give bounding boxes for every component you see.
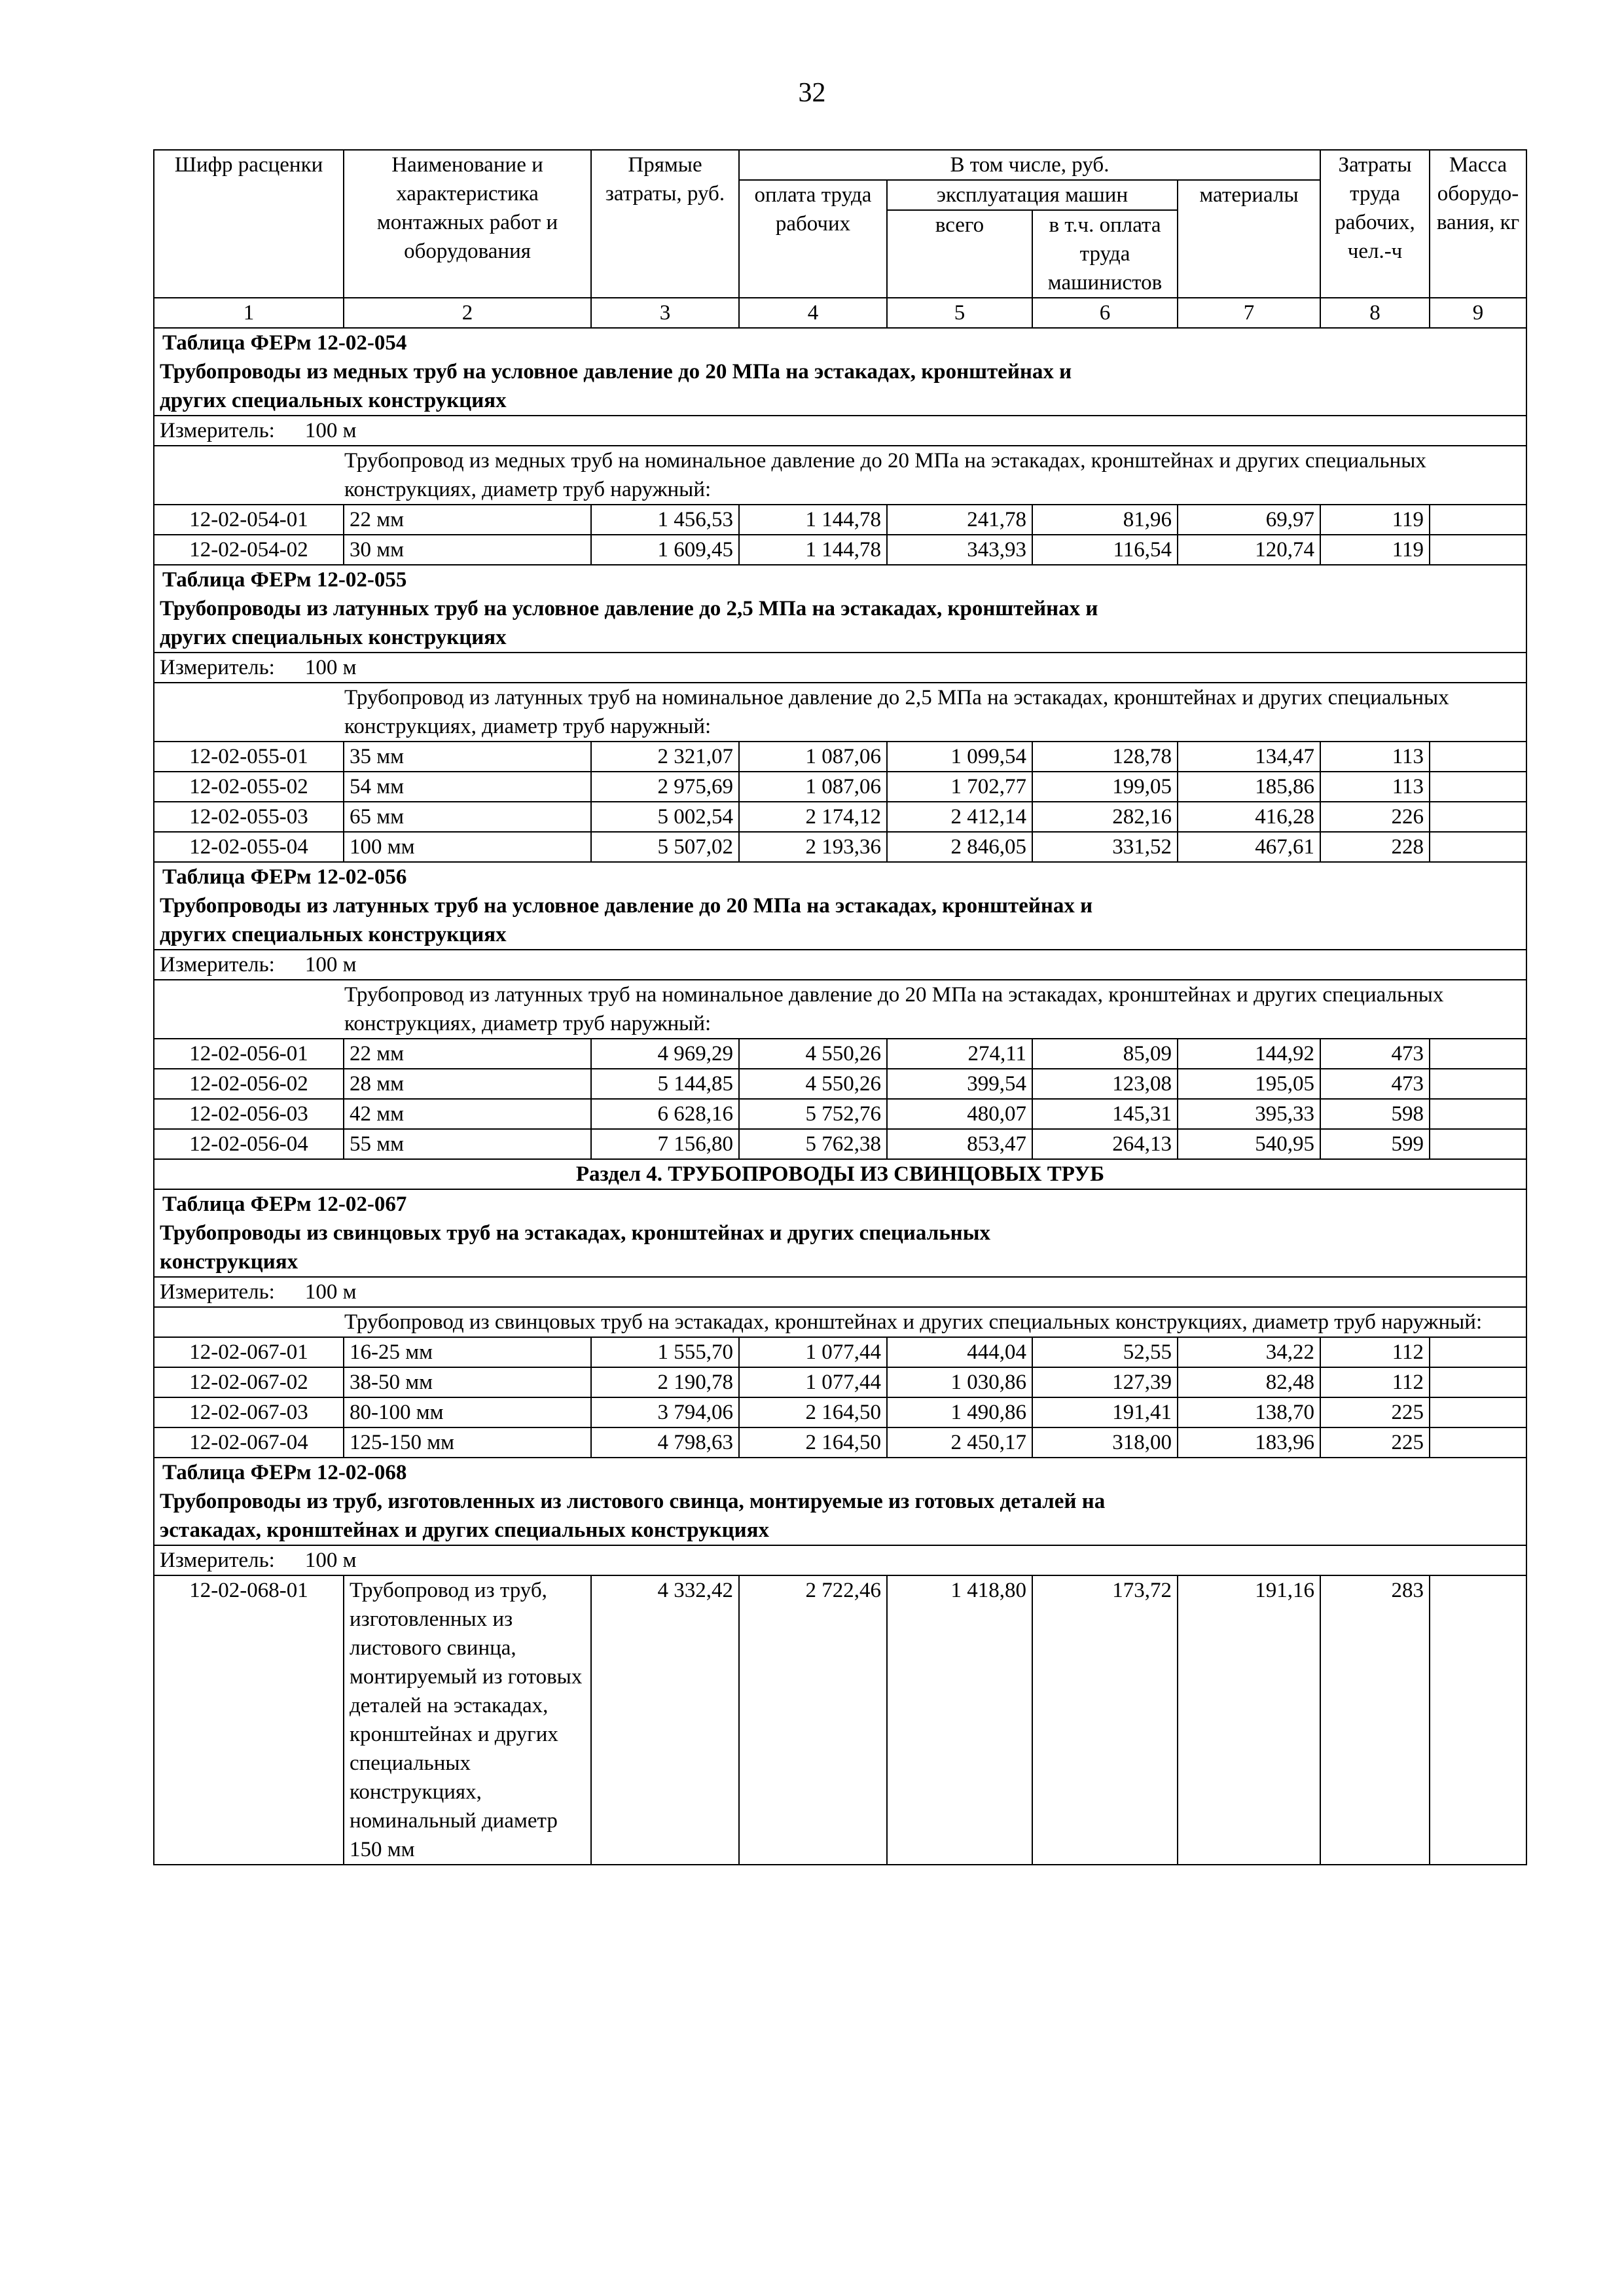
table-row <box>154 1337 1526 1367</box>
table-056-description: Трубопровод из латунных труб на номинальное давление до 20 МПа на эстакадах, кронштейнах и других специальных конструкциях, диаметр труб наружный: <box>154 980 1526 1039</box>
direct-costs: 4 798,63 <box>591 1427 739 1458</box>
labor-hours: 225 <box>1320 1397 1430 1427</box>
equipment-mass <box>1430 832 1526 862</box>
header-machines-total: всего <box>887 210 1032 298</box>
direct-costs: 7 156,80 <box>591 1129 739 1159</box>
meter-unit: 100 м <box>304 419 357 442</box>
machinists-pay: 81,96 <box>1032 505 1178 535</box>
table-067-label: Таблица ФЕРм 12-02-067 <box>162 1193 407 1216</box>
rate-code: 12-02-067-01 <box>154 1337 344 1367</box>
direct-costs: 2 975,69 <box>591 772 739 802</box>
column-number: 5 <box>887 298 1032 328</box>
machinists-pay: 191,41 <box>1032 1397 1178 1427</box>
column-numbers-row <box>154 298 1526 328</box>
rate-name: Трубопровод из труб, изготовленных из листового свинца, монтируемый из готовых деталей на эстакадах, кронштейнах и других специальных конструкциях, номинальный диаметр 150 мм <box>344 1575 591 1865</box>
table-054-desc-row <box>154 446 1526 505</box>
direct-costs: 6 628,16 <box>591 1099 739 1129</box>
equipment-mass <box>1430 535 1526 565</box>
machinists-pay: 318,00 <box>1032 1427 1178 1458</box>
rate-name: 80-100 мм <box>344 1397 591 1427</box>
section-title: Раздел 4. ТРУБОПРОВОДЫ ИЗ СВИНЦОВЫХ ТРУБ <box>154 1159 1526 1189</box>
machines-total: 2 846,05 <box>887 832 1032 862</box>
workers-pay: 1 077,44 <box>739 1337 887 1367</box>
equipment-mass <box>1430 802 1526 832</box>
meter-label: Измеритель: <box>160 656 275 679</box>
table-055-title: Трубопроводы из латунных труб на условное давление до 2,5 МПа на эстакадах, кронштейнах и других специальных конструкциях <box>160 597 1098 649</box>
meter-label: Измеритель: <box>160 1280 275 1304</box>
rate-code: 12-02-056-02 <box>154 1069 344 1099</box>
workers-pay: 1 087,06 <box>739 742 887 772</box>
rate-code: 12-02-067-02 <box>154 1367 344 1397</box>
machines-total: 2 450,17 <box>887 1427 1032 1458</box>
labor-hours: 283 <box>1320 1575 1430 1865</box>
materials: 395,33 <box>1178 1099 1320 1129</box>
rate-code: 12-02-054-02 <box>154 535 344 565</box>
labor-hours: 113 <box>1320 772 1430 802</box>
labor-hours: 473 <box>1320 1069 1430 1099</box>
column-number: 4 <box>739 298 887 328</box>
header-equipment-mass: Масса оборудо-вания, кг <box>1430 150 1526 298</box>
direct-costs: 2 190,78 <box>591 1367 739 1397</box>
table-055-description: Трубопровод из латунных труб на номинальное давление до 2,5 МПа на эстакадах, кронштейнах и других специальных конструкциях, диаметр труб наружный: <box>154 683 1526 742</box>
machinists-pay: 145,31 <box>1032 1099 1178 1129</box>
machinists-pay: 199,05 <box>1032 772 1178 802</box>
table-055-meter-row <box>154 653 1526 683</box>
machinists-pay: 282,16 <box>1032 802 1178 832</box>
labor-hours: 112 <box>1320 1337 1430 1367</box>
materials: 191,16 <box>1178 1575 1320 1865</box>
rate-name: 125-150 мм <box>344 1427 591 1458</box>
materials: 120,74 <box>1178 535 1320 565</box>
materials: 82,48 <box>1178 1367 1320 1397</box>
labor-hours: 228 <box>1320 832 1430 862</box>
table-067-description: Трубопровод из свинцовых труб на эстакадах, кронштейнах и других специальных конструкциях, диаметр труб наружный: <box>154 1307 1526 1337</box>
table-054-label: Таблица ФЕРм 12-02-054 <box>162 331 407 355</box>
machines-total: 1 418,80 <box>887 1575 1032 1865</box>
workers-pay: 2 164,50 <box>739 1427 887 1458</box>
table-row <box>154 832 1526 862</box>
table-056-label: Таблица ФЕРм 12-02-056 <box>162 865 407 889</box>
rate-code: 12-02-067-04 <box>154 1427 344 1458</box>
table-054-title-row <box>154 328 1526 416</box>
rate-code: 12-02-056-03 <box>154 1099 344 1129</box>
direct-costs: 4 332,42 <box>591 1575 739 1865</box>
labor-hours: 225 <box>1320 1427 1430 1458</box>
machines-total: 1 030,86 <box>887 1367 1032 1397</box>
table-055-title-row <box>154 565 1526 653</box>
column-number: 9 <box>1430 298 1526 328</box>
rate-code: 12-02-055-04 <box>154 832 344 862</box>
machines-total: 1 490,86 <box>887 1397 1032 1427</box>
machines-total: 480,07 <box>887 1099 1032 1129</box>
machines-total: 444,04 <box>887 1337 1032 1367</box>
column-number: 7 <box>1178 298 1320 328</box>
workers-pay: 2 174,12 <box>739 802 887 832</box>
labor-hours: 119 <box>1320 535 1430 565</box>
table-055-label: Таблица ФЕРм 12-02-055 <box>162 568 407 592</box>
table-row <box>154 1039 1526 1069</box>
table-row <box>154 802 1526 832</box>
direct-costs: 1 555,70 <box>591 1337 739 1367</box>
table-068-meter-row <box>154 1545 1526 1575</box>
table-row <box>154 1397 1526 1427</box>
workers-pay: 5 752,76 <box>739 1099 887 1129</box>
equipment-mass <box>1430 772 1526 802</box>
section-row <box>154 1159 1526 1189</box>
table-056-title: Трубопроводы из латунных труб на условное давление до 20 МПа на эстакадах, кронштейнах и других специальных конструкциях <box>160 894 1093 946</box>
workers-pay: 2 193,36 <box>739 832 887 862</box>
table-row <box>154 1099 1526 1129</box>
materials: 195,05 <box>1178 1069 1320 1099</box>
table-row <box>154 535 1526 565</box>
table-067-desc-row <box>154 1307 1526 1337</box>
equipment-mass <box>1430 1069 1526 1099</box>
equipment-mass <box>1430 1099 1526 1129</box>
materials: 144,92 <box>1178 1039 1320 1069</box>
meter-label: Измеритель: <box>160 419 275 442</box>
rate-code: 12-02-054-01 <box>154 505 344 535</box>
machines-total: 1 702,77 <box>887 772 1032 802</box>
machines-total: 241,78 <box>887 505 1032 535</box>
rate-name: 30 мм <box>344 535 591 565</box>
equipment-mass <box>1430 1575 1526 1865</box>
header-row-1 <box>154 150 1526 180</box>
machinists-pay: 52,55 <box>1032 1337 1178 1367</box>
rate-name: 100 мм <box>344 832 591 862</box>
table-row <box>154 505 1526 535</box>
workers-pay: 4 550,26 <box>739 1039 887 1069</box>
meter-label: Измеритель: <box>160 1549 275 1572</box>
rate-name: 28 мм <box>344 1069 591 1099</box>
direct-costs: 2 321,07 <box>591 742 739 772</box>
table-067-title: Трубопроводы из свинцовых труб на эстакадах, кронштейнах и других специальных конструкциях <box>160 1221 990 1274</box>
page-number: 32 <box>798 78 826 108</box>
workers-pay: 1 144,78 <box>739 535 887 565</box>
machinists-pay: 331,52 <box>1032 832 1178 862</box>
table-row <box>154 1427 1526 1458</box>
materials: 134,47 <box>1178 742 1320 772</box>
header-name: Наименование и характеристика монтажных работ и оборудования <box>344 150 591 298</box>
table-054-title: Трубопроводы из медных труб на условное давление до 20 МПа на эстакадах, кронштейнах и других специальных конструкциях <box>160 360 1072 412</box>
column-number: 3 <box>591 298 739 328</box>
machinists-pay: 127,39 <box>1032 1367 1178 1397</box>
rate-code: 12-02-055-01 <box>154 742 344 772</box>
table-row <box>154 1129 1526 1159</box>
table-054-description: Трубопровод из медных труб на номинальное давление до 20 МПа на эстакадах, кронштейнах и других специальных конструкциях, диаметр труб наружный: <box>154 446 1526 505</box>
labor-hours: 119 <box>1320 505 1430 535</box>
equipment-mass <box>1430 742 1526 772</box>
machines-total: 399,54 <box>887 1069 1032 1099</box>
materials: 416,28 <box>1178 802 1320 832</box>
machinists-pay: 123,08 <box>1032 1069 1178 1099</box>
table-068-title-row <box>154 1458 1526 1545</box>
equipment-mass <box>1430 1367 1526 1397</box>
machines-total: 853,47 <box>887 1129 1032 1159</box>
machinists-pay: 264,13 <box>1032 1129 1178 1159</box>
column-number: 1 <box>154 298 344 328</box>
materials: 467,61 <box>1178 832 1320 862</box>
rate-code: 12-02-056-04 <box>154 1129 344 1159</box>
meter-unit: 100 м <box>304 953 357 977</box>
direct-costs: 5 144,85 <box>591 1069 739 1099</box>
header-direct-costs: Прямые затраты, руб. <box>591 150 739 298</box>
workers-pay: 2 722,46 <box>739 1575 887 1865</box>
table-056-meter-row <box>154 950 1526 980</box>
machines-total: 343,93 <box>887 535 1032 565</box>
machinists-pay: 128,78 <box>1032 742 1178 772</box>
labor-hours: 599 <box>1320 1129 1430 1159</box>
labor-hours: 112 <box>1320 1367 1430 1397</box>
rate-code: 12-02-067-03 <box>154 1397 344 1427</box>
labor-hours: 473 <box>1320 1039 1430 1069</box>
labor-hours: 226 <box>1320 802 1430 832</box>
header-materials: материалы <box>1178 180 1320 298</box>
table-055-desc-row <box>154 683 1526 742</box>
header-including: В том числе, руб. <box>739 150 1320 180</box>
rate-name: 22 мм <box>344 505 591 535</box>
table-068-label: Таблица ФЕРм 12-02-068 <box>162 1461 407 1484</box>
direct-costs: 1 609,45 <box>591 535 739 565</box>
rate-name: 55 мм <box>344 1129 591 1159</box>
materials: 69,97 <box>1178 505 1320 535</box>
meter-label: Измеритель: <box>160 953 275 977</box>
table-row <box>154 772 1526 802</box>
labor-hours: 598 <box>1320 1099 1430 1129</box>
direct-costs: 5 002,54 <box>591 802 739 832</box>
machines-total: 1 099,54 <box>887 742 1032 772</box>
table-056-desc-row <box>154 980 1526 1039</box>
header-labor-hours: Затраты труда рабочих, чел.-ч <box>1320 150 1430 298</box>
workers-pay: 4 550,26 <box>739 1069 887 1099</box>
table-056-title-row <box>154 862 1526 950</box>
direct-costs: 3 794,06 <box>591 1397 739 1427</box>
workers-pay: 1 087,06 <box>739 772 887 802</box>
machines-total: 274,11 <box>887 1039 1032 1069</box>
table-row <box>154 1367 1526 1397</box>
rate-name: 35 мм <box>344 742 591 772</box>
materials: 183,96 <box>1178 1427 1320 1458</box>
equipment-mass <box>1430 1427 1526 1458</box>
rate-name: 65 мм <box>344 802 591 832</box>
rate-name: 22 мм <box>344 1039 591 1069</box>
rate-name: 16-25 мм <box>344 1337 591 1367</box>
column-number: 6 <box>1032 298 1178 328</box>
workers-pay: 2 164,50 <box>739 1397 887 1427</box>
meter-unit: 100 м <box>304 1280 357 1304</box>
materials: 138,70 <box>1178 1397 1320 1427</box>
machines-total: 2 412,14 <box>887 802 1032 832</box>
materials: 540,95 <box>1178 1129 1320 1159</box>
materials: 34,22 <box>1178 1337 1320 1367</box>
table-068-title: Трубопроводы из труб, изготовленных из листового свинца, монтируемые из готовых деталей на эстакадах, кронштейнах и других специальных конструкциях <box>160 1490 1106 1542</box>
rate-code: 12-02-055-03 <box>154 802 344 832</box>
labor-hours: 113 <box>1320 742 1430 772</box>
rate-name: 42 мм <box>344 1099 591 1129</box>
header-machines: эксплуатация машин <box>887 180 1178 210</box>
table-054-meter-row <box>154 416 1526 446</box>
equipment-mass <box>1430 1337 1526 1367</box>
rate-code: 12-02-056-01 <box>154 1039 344 1069</box>
workers-pay: 1 144,78 <box>739 505 887 535</box>
rate-code: 12-02-068-01 <box>154 1575 344 1865</box>
direct-costs: 4 969,29 <box>591 1039 739 1069</box>
rate-name: 54 мм <box>344 772 591 802</box>
workers-pay: 1 077,44 <box>739 1367 887 1397</box>
rate-code: 12-02-055-02 <box>154 772 344 802</box>
meter-unit: 100 м <box>304 656 357 679</box>
machinists-pay: 116,54 <box>1032 535 1178 565</box>
table-row <box>154 742 1526 772</box>
header-code: Шифр расценки <box>154 150 344 298</box>
table-row <box>154 1575 1526 1865</box>
column-number: 8 <box>1320 298 1430 328</box>
header-workers-pay: оплата труда рабочих <box>739 180 887 298</box>
header-machinists-pay: в т.ч. оплата труда машинистов <box>1032 210 1178 298</box>
table-067-title-row <box>154 1189 1526 1277</box>
workers-pay: 5 762,38 <box>739 1129 887 1159</box>
table-row <box>154 1069 1526 1099</box>
direct-costs: 5 507,02 <box>591 832 739 862</box>
table-067-meter-row <box>154 1277 1526 1307</box>
equipment-mass <box>1430 1397 1526 1427</box>
meter-unit: 100 м <box>304 1549 357 1572</box>
machinists-pay: 173,72 <box>1032 1575 1178 1865</box>
rates-table <box>153 149 1527 1865</box>
direct-costs: 1 456,53 <box>591 505 739 535</box>
equipment-mass <box>1430 505 1526 535</box>
rate-name: 38-50 мм <box>344 1367 591 1397</box>
materials: 185,86 <box>1178 772 1320 802</box>
machinists-pay: 85,09 <box>1032 1039 1178 1069</box>
equipment-mass <box>1430 1129 1526 1159</box>
equipment-mass <box>1430 1039 1526 1069</box>
column-number: 2 <box>344 298 591 328</box>
